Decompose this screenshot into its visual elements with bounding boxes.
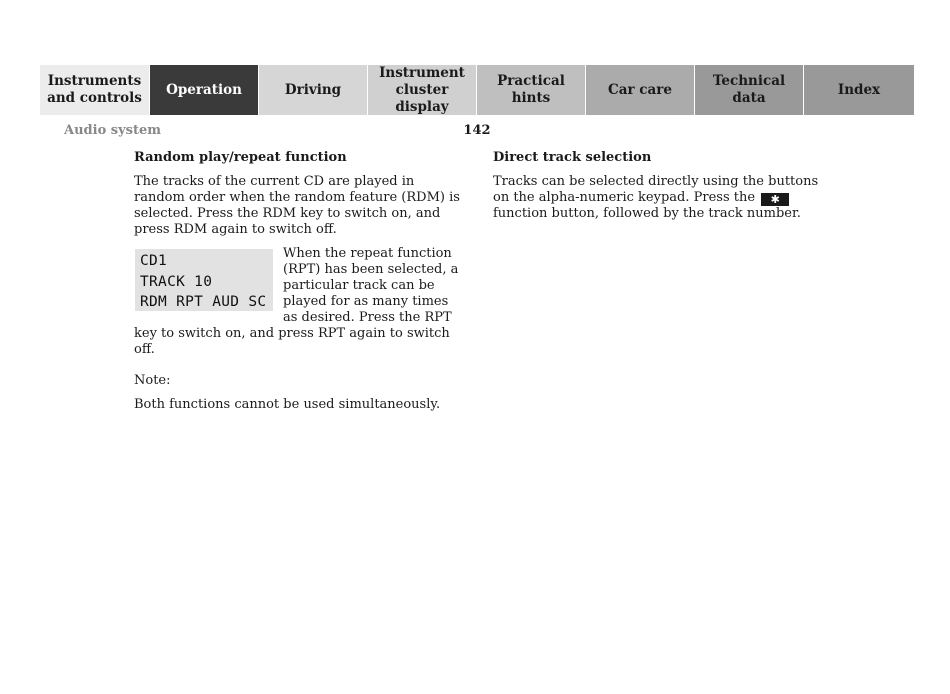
page-number: 142 (463, 123, 491, 138)
random-repeat-heading: Random play/repeat function (134, 150, 347, 165)
tab-label: Practical hints (497, 73, 565, 106)
display-line: RDM RPT AUD SC (140, 294, 267, 310)
tab-car-care[interactable] (586, 65, 695, 115)
repeat-paragraph: When the repeat function (RPT) has been selected, a particular track can be played for as many times as desired. Press the RPT key to switch on, and press RPT again to switch off. (134, 246, 459, 357)
display-line: CD1 (140, 253, 168, 269)
direct-track-text-after: function button, followed by the track number. (493, 206, 801, 221)
radio-display-image (135, 249, 273, 311)
tab-index[interactable] (804, 65, 914, 115)
random-play-paragraph: The tracks of the current CD are played in random order when the random feature (RDM) is selected. Press the RDM key to switch on, and press RDM again to switch off. (134, 174, 460, 237)
right-column (493, 150, 828, 230)
repeat-section (134, 246, 464, 358)
asterisk-key-icon: ✱ (761, 193, 789, 206)
tab-label: Instruments and controls (47, 73, 142, 106)
direct-track-paragraph (493, 174, 828, 222)
tab-instruments-and-controls[interactable] (40, 65, 150, 115)
tab-operation[interactable] (150, 65, 259, 115)
note-label: Note: (134, 373, 171, 388)
tab-label: Car care (608, 81, 672, 98)
left-column (134, 150, 464, 421)
tab-instrument-cluster-display[interactable] (368, 65, 477, 115)
tab-label: Driving (284, 81, 342, 98)
tab-label: Technical data (712, 73, 786, 106)
direct-track-text-before: Tracks can be selected directly using the buttons on the alpha-numeric keypad. Press the (493, 174, 819, 205)
section-title: Audio system (64, 123, 161, 138)
tab-label: Index (837, 81, 881, 98)
chapter-tab-bar (40, 65, 914, 115)
tab-practical-hints[interactable] (477, 65, 586, 115)
note-text: Both functions cannot be used simultaneously. (134, 397, 441, 412)
tab-driving[interactable] (259, 65, 368, 115)
direct-track-heading: Direct track selection (493, 150, 652, 165)
tab-technical-data[interactable] (695, 65, 804, 115)
tab-label: Instrument cluster display (379, 64, 465, 115)
tab-label: Operation (166, 81, 242, 98)
display-line: TRACK 10 (140, 273, 213, 290)
